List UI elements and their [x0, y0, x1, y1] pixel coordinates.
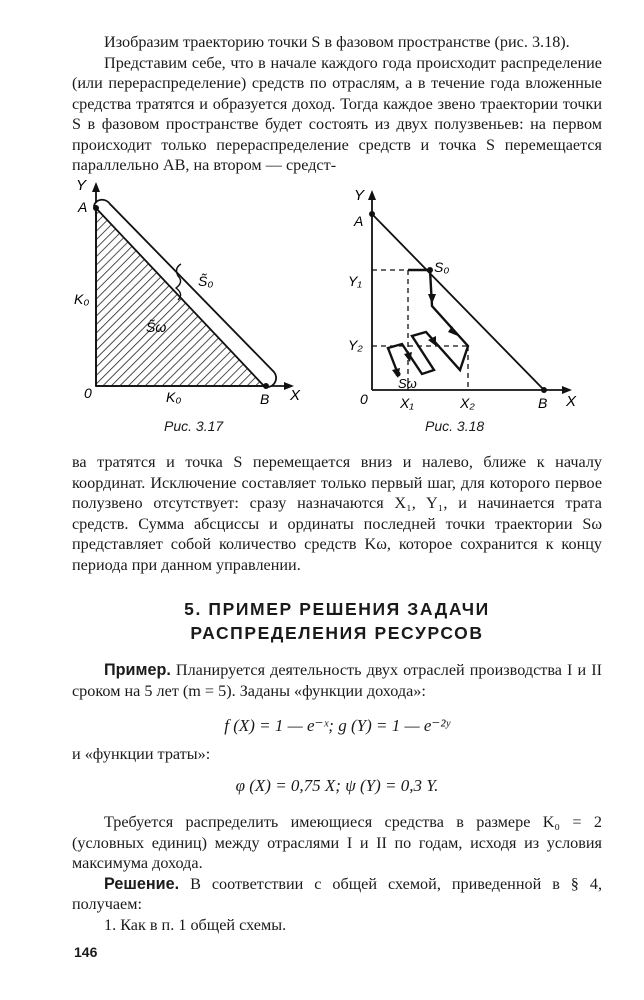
fig317-b-label: B	[260, 391, 270, 407]
fig318-sw-label: Sω	[398, 376, 417, 391]
fig317-point-b	[263, 383, 269, 389]
fig317-y-arrow	[92, 182, 100, 192]
intro-paragraph-2: Представим себе, что в начале каждого года происходит распределение (или перераспределение) средств по отраслям, а в течение года вложенные средства тратятся и образуется доход. Тогда каждое звено траектории точки S в фазовом пространстве будет состоять из двух полузвеньев: на первом происходит только перераспределение средств и точка S перемещается параллельно AB, на втором — средст-	[72, 53, 602, 174]
section-heading-line-1: 5. ПРИМЕР РЕШЕНИЯ ЗАДАЧИ	[184, 599, 490, 619]
fig317-y-label: Y	[76, 177, 87, 194]
fig318-a-label: A	[354, 213, 364, 229]
fig317-point-a	[93, 205, 99, 211]
fig318-o-label: 0	[360, 391, 368, 407]
fig318-s0-label: S₀	[434, 259, 450, 275]
example-paragraph	[72, 660, 602, 701]
intro-paragraph-1: Изобразим траекторию точки S в фазовом пространстве (рис. 3.18).	[104, 33, 570, 51]
fig318-trajectory	[388, 270, 468, 374]
intro-paragraphs	[72, 32, 602, 176]
figure-3-18-caption: Рис. 3.18	[425, 418, 485, 434]
figure-3-17-caption: Рис. 3.17	[164, 418, 224, 434]
fig317-k0-left-label: K₀	[74, 291, 90, 307]
fig318-point-a	[369, 211, 375, 217]
page-number: 146	[74, 944, 98, 960]
requirement-paragraphs	[72, 812, 602, 935]
fig318-arrow-2	[448, 326, 458, 336]
solution-label: Решение.	[104, 874, 180, 893]
section-heading	[72, 597, 602, 645]
fig318-b-label: B	[538, 395, 548, 411]
spend-functions-label: и «функции траты»:	[72, 745, 211, 763]
fig317-x-label: X	[290, 387, 301, 404]
spend-functions-formula: φ (X) = 0,75 X; ψ (Y) = 0,3 Y.	[235, 776, 439, 795]
fig317-a-label: A	[78, 199, 88, 215]
fig317-sw-label: S̃ω	[146, 319, 167, 335]
after-paragraph-1: ва тратятся и точка S перемещается вниз и налево, ближе к началу координат. Исключение составляет только первый шаг, для которого первое полузвено отсутствует: сразу назначаются X₁, Y₁, и начинается трата средств. Сумма абсциссы и ординаты последней точки траектории Sω представляет собой количество средств Kω, которое сохранится к концу периода при данном управлении.	[72, 453, 602, 574]
fig318-point-b	[541, 387, 547, 393]
fig317-o-label: 0	[84, 385, 92, 401]
fig318-y2-label: Y₂	[348, 337, 363, 353]
fig318-x-label: X	[566, 393, 577, 410]
fig318-ab-line	[372, 214, 544, 390]
fig317-k0-bottom-label: K₀	[166, 389, 182, 405]
example-label: Пример.	[104, 661, 171, 679]
fig318-y-label: Y	[354, 187, 365, 204]
fig318-x2-label: X₂	[460, 395, 475, 411]
solution-text: В соответствии с общей схемой, приведенной в § 4, получаем:	[72, 874, 602, 913]
income-functions-formula: f (X) = 1 — e⁻ˣ; g (Y) = 1 — e⁻²ʸ	[224, 716, 450, 735]
solution-step-1: 1. Как в п. 1 общей схемы.	[104, 915, 287, 934]
fig318-arrow-1	[428, 294, 436, 304]
example-text: Планируется деятельность двух отраслей производства I и II сроком на 5 лет (m = 5). Заданы «функции дохода»:	[72, 661, 602, 700]
fig318-y-arrow	[368, 190, 376, 200]
figure-3-18	[340, 186, 590, 416]
figure-3-17	[66, 176, 316, 416]
requirement-paragraph: Требуется распределить имеющиеся средства в размере K₀ = 2 (условных единиц) между отраслями I и II по годам, исходя из условия максимума дохода.	[72, 813, 602, 872]
fig318-x1-label: X₁	[400, 395, 414, 411]
fig318-y1-label: Y₁	[348, 273, 362, 289]
after-figures-paragraph	[72, 452, 602, 575]
section-heading-line-2: РАСПРЕДЕЛЕНИЯ РЕСУРСОВ	[190, 623, 484, 643]
fig317-s0-label: S̃₀	[198, 273, 214, 289]
